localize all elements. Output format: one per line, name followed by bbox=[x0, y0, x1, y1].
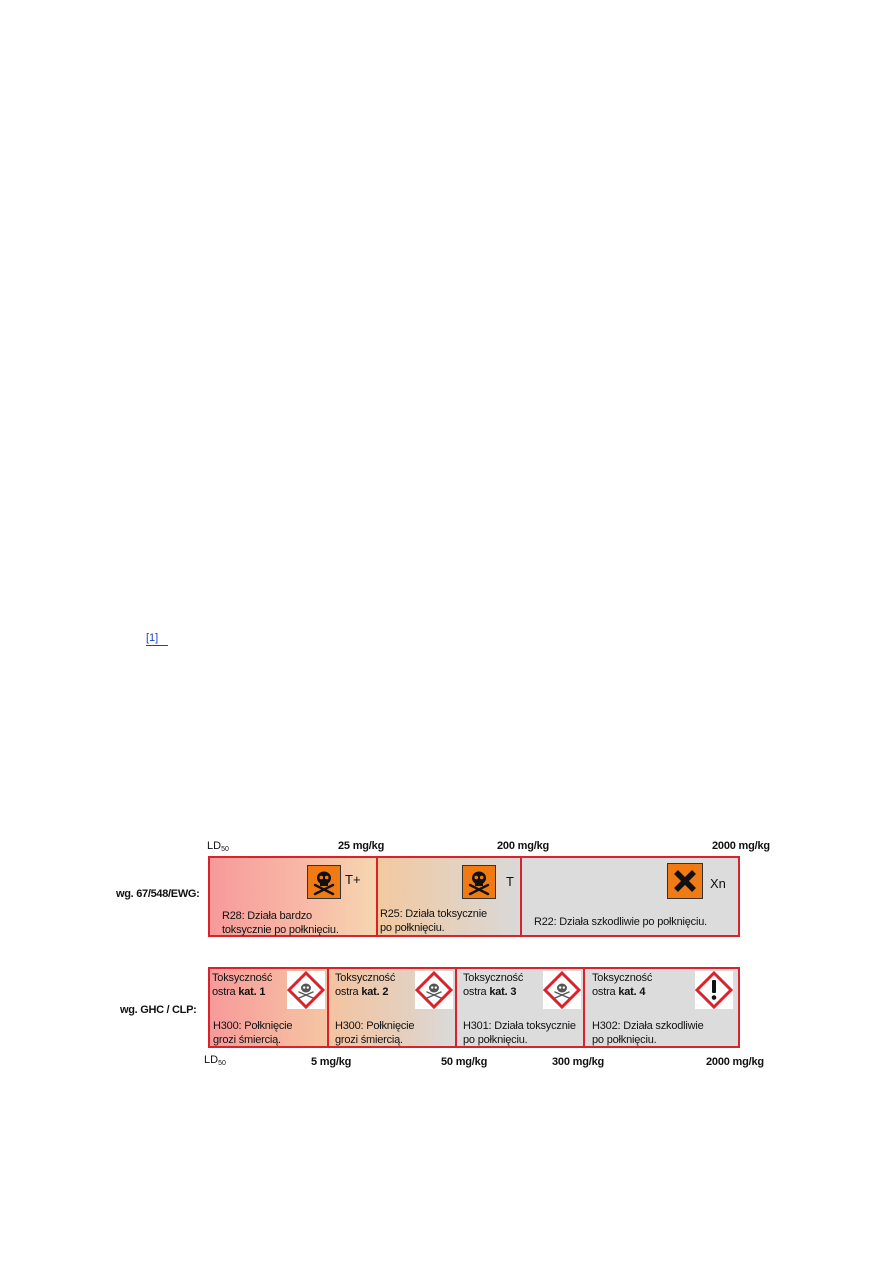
ghs-skull-icon bbox=[543, 971, 581, 1009]
top-ld50-label: $LD_{50}$ bbox=[207, 840, 229, 853]
ewg-cell-t bbox=[376, 856, 522, 937]
h300-text-1: H300: Połknięcie grozi śmiercią. bbox=[213, 1020, 293, 1046]
ghs-cell-cat2 bbox=[327, 967, 457, 1048]
skull-crossbones-icon bbox=[462, 865, 496, 899]
cat3-title: Toksyczność ostra kat. 3 bbox=[463, 972, 524, 998]
code-t: T bbox=[506, 874, 514, 889]
row-label-ewg: wg. 67/548/EWG: bbox=[116, 888, 200, 900]
h302-text: H302: Działa szkodliwie po połknięciu. bbox=[592, 1020, 704, 1046]
cat2-title: Toksyczność ostra kat. 2 bbox=[335, 972, 396, 998]
r22-text: R22: Działa szkodliwie po połknięciu. bbox=[534, 916, 707, 928]
r28-text: R28: Działa bardzo toksycznie po połknięciu. bbox=[222, 910, 339, 936]
ghs-cell-cat4 bbox=[583, 967, 740, 1048]
ghs-skull-icon bbox=[415, 971, 453, 1009]
ghs-skull-icon bbox=[287, 971, 325, 1009]
h301-text: H301: Działa toksycznie po połknięciu. bbox=[463, 1020, 576, 1046]
bottom-ld50-label: $LD_{50}$ bbox=[204, 1054, 226, 1067]
skull-crossbones-icon bbox=[307, 865, 341, 899]
ghs-exclamation-icon bbox=[695, 971, 733, 1009]
ghs-cell-cat1 bbox=[208, 967, 329, 1048]
st-andrews-cross-icon bbox=[667, 863, 703, 899]
bottom-threshold-2000: 2000 mg/kg bbox=[706, 1056, 764, 1068]
cat4-title: Toksyczność ostra kat. 4 bbox=[592, 972, 653, 998]
row-label-ghs: wg. GHC / CLP: bbox=[120, 1004, 197, 1016]
code-xn: Xn bbox=[710, 876, 726, 891]
reference-link[interactable]: [1] bbox=[146, 633, 168, 646]
ghs-cell-cat3 bbox=[455, 967, 585, 1048]
top-threshold-25: 25 mg/kg bbox=[338, 840, 385, 852]
top-threshold-2000: 2000 mg/kg bbox=[712, 840, 770, 852]
cat1-title: Toksyczność ostra kat. 1 bbox=[212, 972, 273, 998]
top-threshold-200: 200 mg/kg bbox=[497, 840, 550, 852]
code-t-plus: T+ bbox=[345, 872, 361, 887]
bottom-threshold-5: 5 mg/kg bbox=[311, 1056, 352, 1068]
r25-text: R25: Działa toksycznie po połknięciu. bbox=[380, 908, 487, 934]
h300-text-2: H300: Połknięcie grozi śmiercią. bbox=[335, 1020, 415, 1046]
bottom-threshold-50: 50 mg/kg bbox=[441, 1056, 488, 1068]
ewg-cell-t-plus bbox=[208, 856, 378, 937]
bottom-threshold-300: 300 mg/kg bbox=[552, 1056, 605, 1068]
ewg-cell-xn bbox=[520, 856, 740, 937]
